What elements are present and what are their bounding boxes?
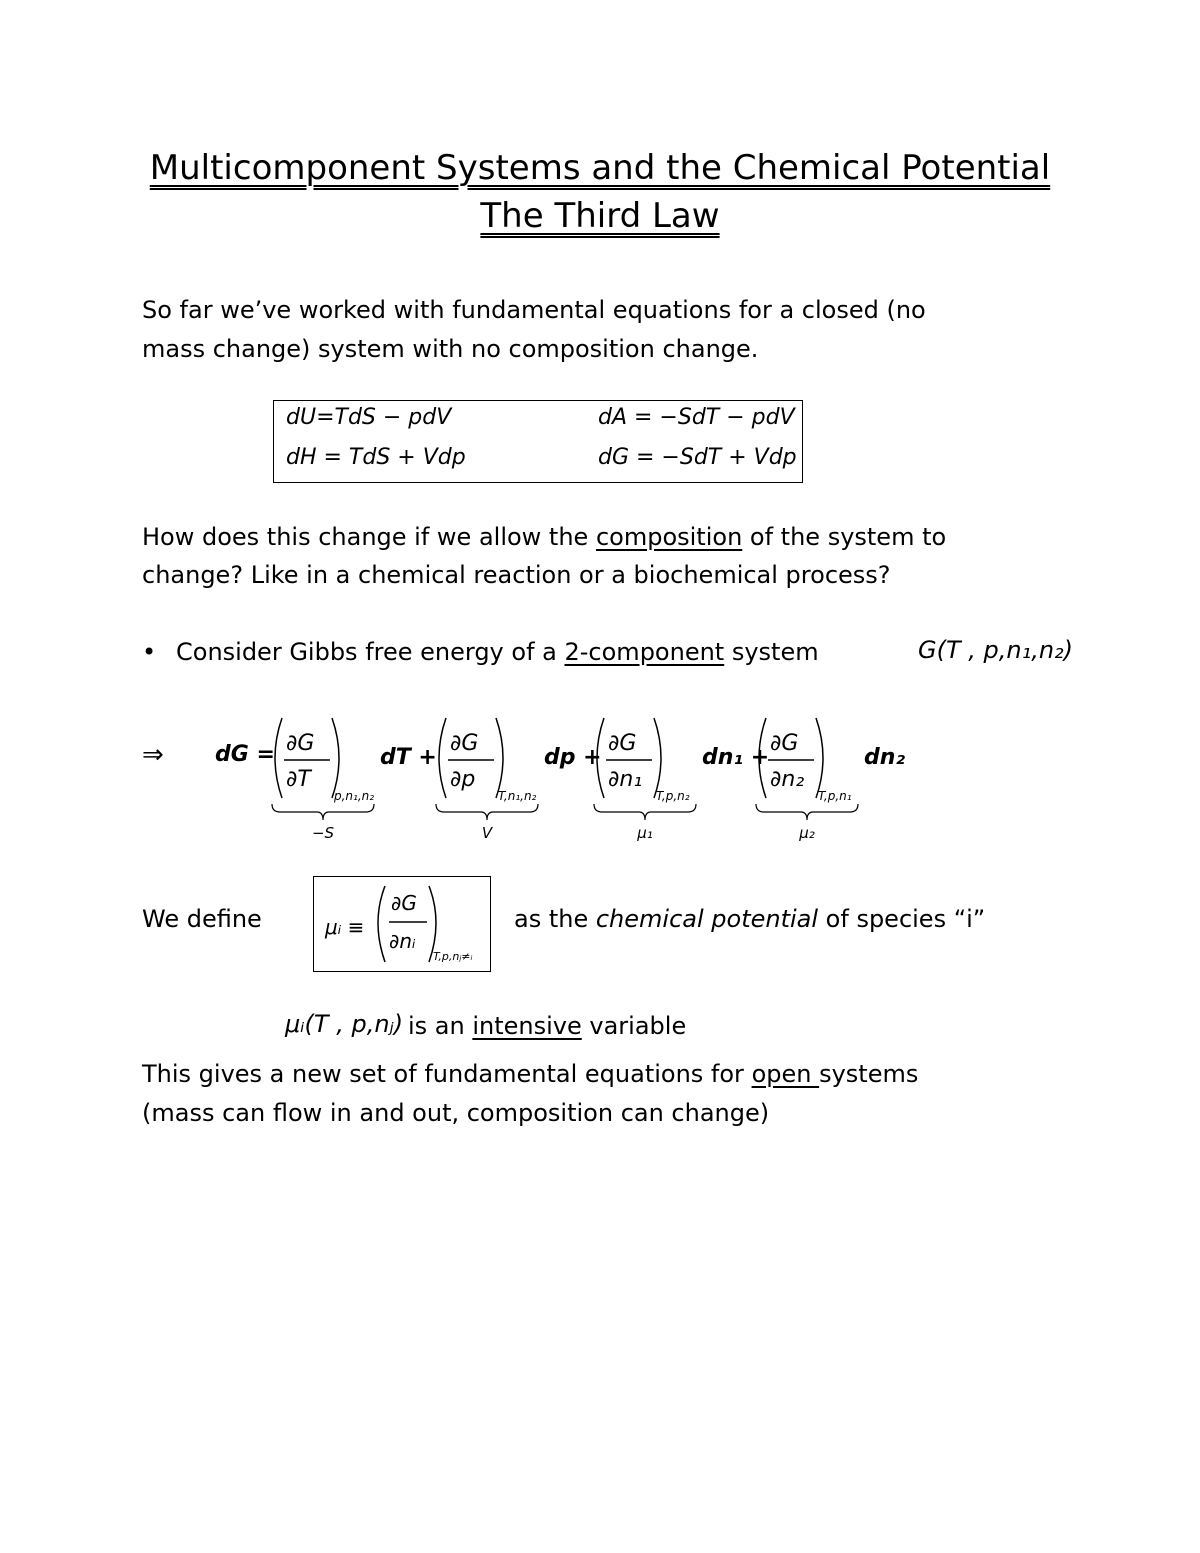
term-3-differential: dn₁ + (702, 745, 770, 770)
implies-arrow: ⇒ (142, 740, 164, 770)
term-2-numerator: ∂G (450, 731, 479, 756)
term-2-underbrace (436, 804, 538, 820)
term-3-underbrace (594, 804, 696, 820)
term-2-differential: dp + (544, 745, 602, 770)
term-2-left-paren (439, 718, 446, 798)
question-line-1: How does this change if we allow the composition of the system to (142, 523, 947, 551)
term-1-right-paren (332, 718, 339, 798)
term-2-brace-label: V (481, 824, 493, 842)
differential-lhs: dG = (215, 742, 275, 767)
two-component-term: 2-component (564, 638, 725, 666)
term-1-numerator: ∂G (286, 731, 315, 756)
term-4-brace-label: μ₂ (799, 824, 815, 842)
definition-text: as the chemical potential of species “i” (514, 905, 986, 933)
term-3-numerator: ∂G (608, 731, 637, 756)
bullet-symbol: • (142, 638, 157, 666)
term-1-brace-label: −S (311, 824, 335, 842)
term-4-underbrace (756, 804, 858, 820)
term-2-right-paren (496, 718, 503, 798)
term-4-differential: dn₂ (864, 745, 906, 770)
composition-term: composition (595, 523, 743, 551)
gibbs-function: G(T , p,n₁,n₂) (918, 636, 1074, 664)
mu-function: μᵢ(T , p,nⱼ) (285, 1010, 404, 1038)
term-3-right-paren (654, 718, 661, 798)
definition-num: ∂G (391, 891, 417, 915)
equation-dU: dU=TdS − pdV (286, 405, 452, 430)
page-title: Multicomponent Systems and the Chemical Potential (149, 148, 1051, 188)
left-paren (378, 886, 385, 962)
open-term: open (751, 1060, 820, 1088)
intensive-text: is an intensive variable (408, 1012, 687, 1040)
term-1-subscript: p,n₁,n₂ (334, 789, 375, 803)
bullet-text: Consider Gibbs free energy of a 2-component system (176, 638, 819, 666)
definition-lhs: μᵢ ≡ (325, 915, 365, 939)
chemical-potential-term: chemical potential (595, 905, 819, 933)
closing-line-2: (mass can flow in and out, composition can change) (142, 1099, 770, 1127)
term-4-numerator: ∂G (770, 731, 799, 756)
term-3-subscript: T,p,n₂ (656, 789, 690, 803)
equation-dA: dA = −SdT − pdV (598, 405, 795, 430)
closing-line-1: This gives a new set of fundamental equations for open systems (142, 1060, 919, 1088)
term-4-subscript: T,p,n₁ (818, 789, 852, 803)
term-1-differential: dT + (380, 745, 437, 770)
we-define-label: We define (142, 905, 262, 933)
term-4-denominator: ∂n₂ (770, 767, 805, 792)
term-2-denominator: ∂p (450, 767, 476, 792)
intro-line-2: mass change) system with no composition change. (142, 335, 759, 363)
differential-terms (0, 700, 1200, 860)
intensive-term: intensive (472, 1012, 582, 1040)
definition-sub: T,p,nⱼ≠ᵢ (433, 950, 473, 963)
term-3-brace-label: μ₁ (637, 824, 653, 842)
intro-line-1: So far we’ve worked with fundamental equations for a closed (no (142, 296, 926, 324)
equation-dH: dH = TdS + Vdp (286, 445, 466, 470)
term-1-denominator: ∂T (286, 767, 311, 792)
chemical-potential-definition (313, 876, 491, 972)
page-subtitle: The Third Law (480, 196, 720, 236)
definition-den: ∂nᵢ (389, 929, 416, 953)
equation-dG: dG = −SdT + Vdp (598, 445, 797, 470)
term-4-right-paren (816, 718, 823, 798)
term-2-subscript: T,n₁,n₂ (498, 789, 537, 803)
term-1-underbrace (272, 804, 374, 820)
question-line-2: change? Like in a chemical reaction or a biochemical process? (142, 561, 891, 589)
term-3-denominator: ∂n₁ (608, 767, 643, 792)
term-1-left-paren (275, 718, 282, 798)
